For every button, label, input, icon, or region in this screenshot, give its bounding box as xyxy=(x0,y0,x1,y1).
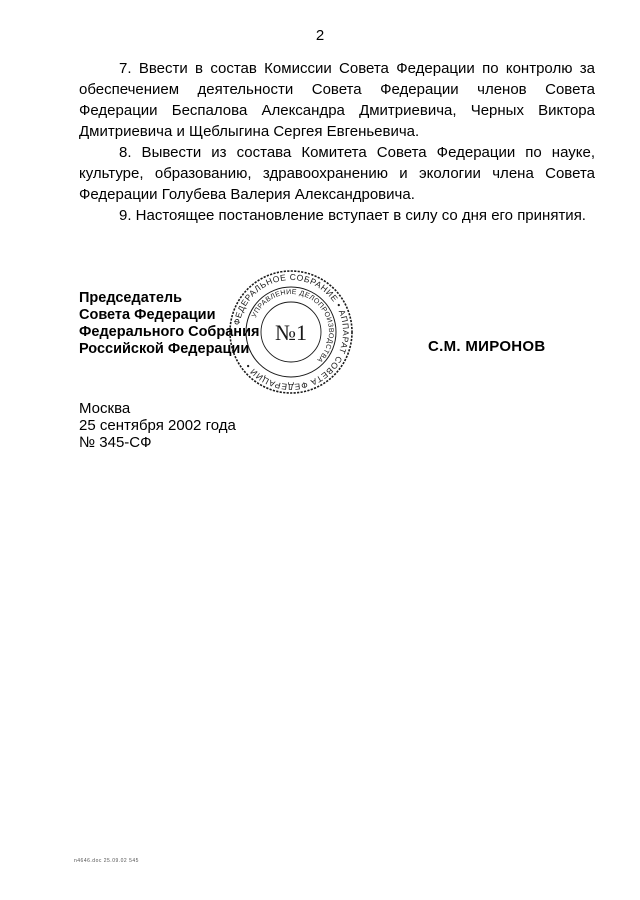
document-number: № 345-СФ xyxy=(79,434,152,451)
paragraph-item-9: 9. Настоящее постановление вступает в силу со дня его принятия. xyxy=(119,207,586,224)
stamp-outer-text: ФЕДЕРАЛЬНОЕ СОБРАНИЕ • АППАРАТ СОВЕТА ФЕДЕРАЦИИ • xyxy=(231,271,352,393)
place-date-block xyxy=(79,400,236,451)
signatory-title-line: Федерального Собрания xyxy=(79,324,260,340)
footer-file-code: n4646.doc 25.09.02 545 xyxy=(74,858,139,864)
resolution-body xyxy=(79,58,595,226)
signatory-title-line: Совета Федерации xyxy=(79,307,216,323)
page-number: 2 xyxy=(315,27,325,44)
city: Москва xyxy=(79,400,131,417)
signer-name: С.М. МИРОНОВ xyxy=(428,338,546,355)
paragraph-item-8: 8. Вывести из состава Комитета Совета Федерации по науке, культуре, образованию, здравоохранению и экологии члена Совета Федерации Голубева Валерия Александровича. xyxy=(79,144,595,203)
official-stamp xyxy=(227,268,355,396)
stamp-inner-text: УПРАВЛЕНИЕ ДЕЛОПРОИЗВОДСТВА xyxy=(251,288,335,364)
document-date: 25 сентября 2002 года xyxy=(79,417,236,434)
signatory-title-line: Председатель xyxy=(79,290,183,306)
paragraph-item-7: 7. Ввести в состав Комиссии Совета Федерации по контролю за обеспечением деятельности Совета Федерации членов Совета Федерации Беспалова Александра Дмитриевича, Черных Виктора Дмитриевича и Щеблыгина Сергея Евгеньевича. xyxy=(79,60,595,140)
stamp-number: №1 xyxy=(275,320,307,345)
signatory-title-line: Российской Федерации xyxy=(79,341,250,357)
